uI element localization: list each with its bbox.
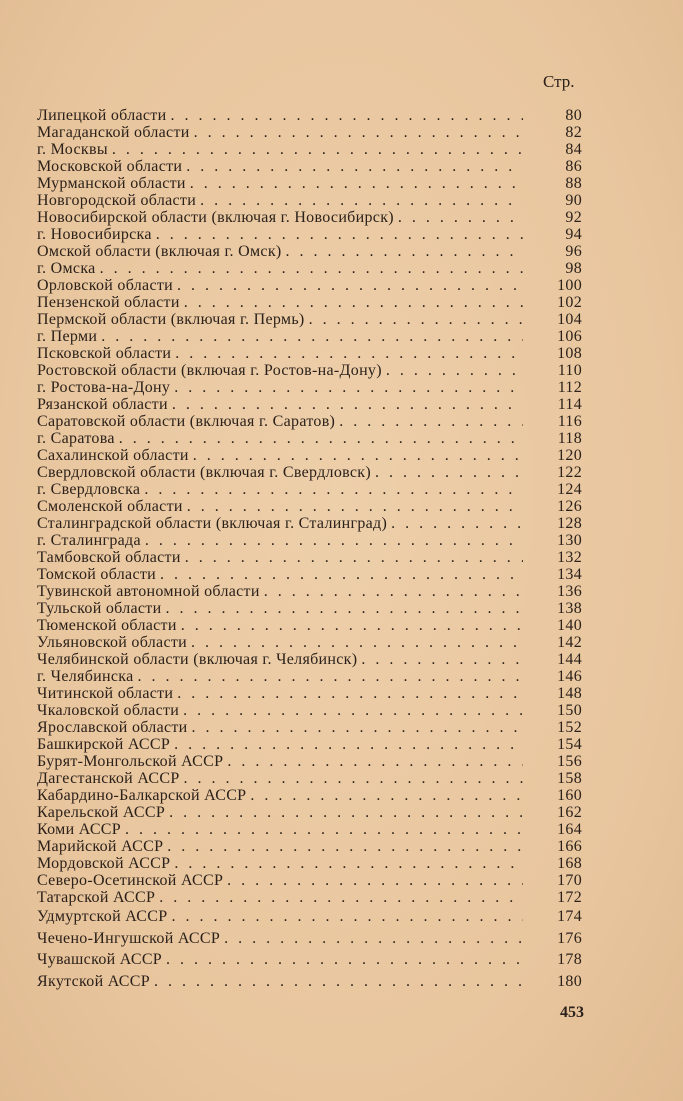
entry-title: Пензенской области xyxy=(37,294,180,311)
toc-entry xyxy=(37,804,582,821)
entry-title: Марийской АССР xyxy=(37,838,164,855)
entry-title: Новосибирской области (включая г. Новосибирск) xyxy=(37,209,394,226)
entry-page: 126 xyxy=(557,498,582,515)
entry-page: 168 xyxy=(557,855,582,872)
dot-leader xyxy=(200,192,523,209)
toc-entry xyxy=(37,260,582,277)
dot-leader xyxy=(101,328,523,345)
entry-title: Дагестанской АССР xyxy=(37,770,180,787)
toc-entry xyxy=(37,821,582,838)
dot-leader xyxy=(386,362,523,379)
dot-leader xyxy=(177,277,523,294)
entry-page: 124 xyxy=(557,481,582,498)
entry-page: 140 xyxy=(557,617,582,634)
entry-title: г. Челябинска xyxy=(37,668,134,685)
entry-title: Удмуртской АССР xyxy=(37,908,168,925)
toc-entry xyxy=(37,107,582,124)
dot-leader xyxy=(391,515,523,532)
toc-entry xyxy=(37,345,582,362)
dot-leader xyxy=(172,396,523,413)
dot-leader xyxy=(190,175,523,192)
entry-title: г. Новосибирска xyxy=(37,226,152,243)
dot-leader xyxy=(177,685,523,702)
entry-title: Омской области (включая г. Омск) xyxy=(37,243,282,260)
entry-page: 176 xyxy=(557,930,582,947)
dot-leader xyxy=(175,345,523,362)
dot-leader xyxy=(375,464,523,481)
toc-entry xyxy=(37,600,582,617)
toc-entry xyxy=(37,277,582,294)
entry-page: 166 xyxy=(557,838,582,855)
dot-leader xyxy=(174,855,523,872)
dot-leader xyxy=(174,379,523,396)
dot-leader xyxy=(170,107,523,124)
dot-leader xyxy=(339,413,523,430)
entry-page: 108 xyxy=(557,345,582,362)
entry-page: 162 xyxy=(557,804,582,821)
entry-title: Татарской АССР xyxy=(37,889,156,906)
toc-entry xyxy=(37,908,582,925)
toc-entry xyxy=(37,770,582,787)
dot-leader xyxy=(166,951,523,968)
dot-leader xyxy=(187,498,523,515)
entry-title: Чкаловской области xyxy=(37,702,180,719)
entry-title: Ростовской области (включая г. Ростов-на-Дону) xyxy=(37,362,382,379)
dot-leader xyxy=(174,736,523,753)
entry-page: 118 xyxy=(557,430,582,447)
dot-leader xyxy=(165,600,523,617)
dot-leader xyxy=(144,481,523,498)
dot-leader xyxy=(167,838,523,855)
toc-entry xyxy=(37,549,582,566)
entry-title: г. Свердловска xyxy=(37,481,141,498)
toc-entry xyxy=(37,753,582,770)
toc-entry xyxy=(37,787,582,804)
toc-entry xyxy=(37,379,582,396)
toc-entry xyxy=(37,951,582,968)
dot-leader xyxy=(193,447,523,464)
entry-title: Чечено-Ингушской АССР xyxy=(37,930,221,947)
dot-leader xyxy=(191,634,523,651)
entry-title: Бурят-Монгольской АССР xyxy=(37,753,224,770)
toc-entry xyxy=(37,226,582,243)
entry-page: 98 xyxy=(565,260,582,277)
toc-entry xyxy=(37,855,582,872)
entry-title: Читинской области xyxy=(37,685,174,702)
entry-title: Мордовской АССР xyxy=(37,855,171,872)
page-column-header: Стр. xyxy=(543,72,575,91)
entry-page: 146 xyxy=(557,668,582,685)
dot-leader xyxy=(125,821,523,838)
toc-entry xyxy=(37,413,582,430)
toc-entry xyxy=(37,243,582,260)
toc-entry xyxy=(37,872,582,889)
dot-leader xyxy=(112,141,523,158)
entry-title: Мурманской области xyxy=(37,175,186,192)
toc-entry xyxy=(37,158,582,175)
toc-entry xyxy=(37,481,582,498)
entry-page: 164 xyxy=(557,821,582,838)
dot-leader xyxy=(224,930,523,947)
entry-page: 90 xyxy=(565,192,582,209)
entry-page: 132 xyxy=(557,549,582,566)
entry-page: 116 xyxy=(557,413,582,430)
entry-page: 84 xyxy=(565,141,582,158)
entry-page: 138 xyxy=(557,600,582,617)
toc-entry xyxy=(37,930,582,947)
entry-title: г. Ростова-на-Дону xyxy=(37,379,171,396)
toc-entry xyxy=(37,702,582,719)
entry-page: 82 xyxy=(565,124,582,141)
entry-title: Свердловской области (включая г. Свердловск) xyxy=(37,464,371,481)
entry-title: Липецкой области xyxy=(37,107,167,124)
entry-page: 112 xyxy=(557,379,582,396)
entry-title: Северо-Осетинской АССР xyxy=(37,872,224,889)
entry-page: 106 xyxy=(557,328,582,345)
entry-title: г. Омска xyxy=(37,260,96,277)
entry-page: 104 xyxy=(557,311,582,328)
toc-entry xyxy=(37,362,582,379)
toc-entry xyxy=(37,973,582,990)
page-number: 453 xyxy=(560,1004,584,1021)
toc-entry xyxy=(37,532,582,549)
toc-entry xyxy=(37,668,582,685)
entry-page: 142 xyxy=(557,634,582,651)
toc-entry xyxy=(37,583,582,600)
entry-title: Ульяновской области xyxy=(37,634,187,651)
entry-title: Томской области xyxy=(37,566,156,583)
dot-leader xyxy=(183,702,523,719)
toc-entry xyxy=(37,617,582,634)
toc-entry xyxy=(37,294,582,311)
toc-entry xyxy=(37,498,582,515)
entry-page: 144 xyxy=(557,651,582,668)
entry-page: 172 xyxy=(557,889,582,906)
entry-page: 94 xyxy=(565,226,582,243)
entry-title: Башкирской АССР xyxy=(37,736,171,753)
entry-page: 100 xyxy=(557,277,582,294)
dot-leader xyxy=(154,973,523,990)
dot-leader xyxy=(194,124,523,141)
entry-title: Пермской области (включая г. Пермь) xyxy=(37,311,305,328)
toc-entry xyxy=(37,328,582,345)
toc-entry xyxy=(37,685,582,702)
entry-page: 134 xyxy=(557,566,582,583)
dot-leader xyxy=(159,889,523,906)
entry-page: 86 xyxy=(565,158,582,175)
entry-page: 80 xyxy=(565,107,582,124)
entry-page: 170 xyxy=(557,872,582,889)
dot-leader xyxy=(184,294,523,311)
entry-title: Якутской АССР xyxy=(37,973,150,990)
dot-leader xyxy=(227,872,523,889)
entry-page: 130 xyxy=(557,532,582,549)
entry-title: Чувашской АССР xyxy=(37,951,162,968)
entry-page: 152 xyxy=(557,719,582,736)
dot-leader xyxy=(264,583,523,600)
dot-leader xyxy=(309,311,523,328)
toc-entry xyxy=(37,396,582,413)
dot-leader xyxy=(227,753,523,770)
entry-page: 122 xyxy=(557,464,582,481)
entry-title: Челябинской области (включая г. Челябинск) xyxy=(37,651,358,668)
dot-leader xyxy=(192,719,523,736)
entry-page: 158 xyxy=(557,770,582,787)
table-of-contents xyxy=(37,107,582,990)
entry-title: Сахалинской области xyxy=(37,447,189,464)
entry-page: 114 xyxy=(557,396,582,413)
entry-title: Кабардино-Балкарской АССР xyxy=(37,787,247,804)
entry-page: 178 xyxy=(557,951,582,968)
toc-entry xyxy=(37,736,582,753)
toc-entry xyxy=(37,651,582,668)
entry-page: 102 xyxy=(557,294,582,311)
dot-leader xyxy=(138,668,523,685)
entry-page: 128 xyxy=(557,515,582,532)
toc-entry xyxy=(37,838,582,855)
toc-entry xyxy=(37,447,582,464)
entry-title: Псковской области xyxy=(37,345,172,362)
entry-title: Саратовской области (включая г. Саратов) xyxy=(37,413,336,430)
entry-title: Тувинской автономной области xyxy=(37,583,260,600)
toc-entry xyxy=(37,634,582,651)
dot-leader xyxy=(184,770,523,787)
entry-page: 88 xyxy=(565,175,582,192)
entry-page: 156 xyxy=(557,753,582,770)
toc-entry xyxy=(37,192,582,209)
entry-title: Рязанской области xyxy=(37,396,168,413)
entry-title: Сталинградской области (включая г. Сталинград) xyxy=(37,515,388,532)
entry-title: Магаданской области xyxy=(37,124,190,141)
entry-title: Карельской АССР xyxy=(37,804,166,821)
dot-leader xyxy=(185,549,523,566)
dot-leader xyxy=(181,617,523,634)
dot-leader xyxy=(250,787,523,804)
toc-entry xyxy=(37,566,582,583)
entry-title: г. Сталинграда xyxy=(37,532,141,549)
entry-page: 110 xyxy=(557,362,582,379)
entry-title: Московской области xyxy=(37,158,183,175)
dot-leader xyxy=(169,804,523,821)
dot-leader xyxy=(160,566,523,583)
dot-leader xyxy=(145,532,523,549)
entry-page: 160 xyxy=(557,787,582,804)
entry-page: 148 xyxy=(557,685,582,702)
dot-leader xyxy=(286,243,523,260)
entry-title: Орловской области xyxy=(37,277,173,294)
entry-page: 136 xyxy=(557,583,582,600)
entry-title: Коми АССР xyxy=(37,821,121,838)
dot-leader xyxy=(156,226,523,243)
entry-page: 180 xyxy=(557,973,582,990)
entry-title: Тюменской области xyxy=(37,617,177,634)
toc-entry xyxy=(37,719,582,736)
toc-entry xyxy=(37,209,582,226)
dot-leader xyxy=(119,430,523,447)
entry-title: Смоленской области xyxy=(37,498,183,515)
toc-entry xyxy=(37,311,582,328)
entry-page: 120 xyxy=(557,447,582,464)
dot-leader xyxy=(361,651,523,668)
toc-entry xyxy=(37,515,582,532)
dot-leader xyxy=(398,209,523,226)
toc-entry xyxy=(37,889,582,906)
entry-page: 92 xyxy=(565,209,582,226)
toc-entry xyxy=(37,430,582,447)
dot-leader xyxy=(171,908,523,925)
entry-page: 96 xyxy=(565,243,582,260)
entry-title: Новгородской области xyxy=(37,192,197,209)
entry-title: Тамбовской области xyxy=(37,549,181,566)
toc-entry xyxy=(37,141,582,158)
entry-page: 150 xyxy=(557,702,582,719)
dot-leader xyxy=(186,158,523,175)
entry-title: г. Москвы xyxy=(37,141,108,158)
toc-entry xyxy=(37,175,582,192)
toc-entry xyxy=(37,464,582,481)
entry-page: 174 xyxy=(557,908,582,925)
toc-entry xyxy=(37,124,582,141)
entry-title: г. Саратова xyxy=(37,430,115,447)
entry-title: г. Перми xyxy=(37,328,98,345)
entry-title: Ярославской области xyxy=(37,719,188,736)
entry-page: 154 xyxy=(557,736,582,753)
entry-title: Тульской области xyxy=(37,600,162,617)
dot-leader xyxy=(100,260,523,277)
